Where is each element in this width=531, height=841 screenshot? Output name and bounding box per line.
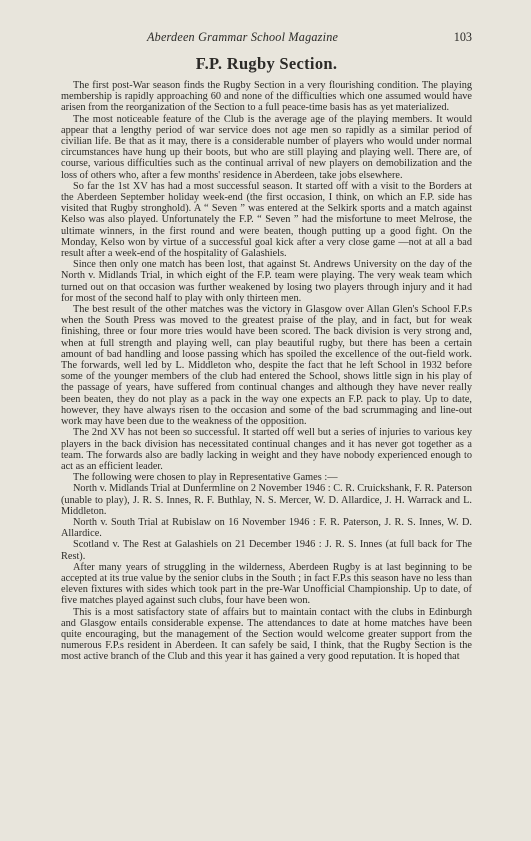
section-title: F.P. Rugby Section. — [195, 54, 338, 73]
article-body — [61, 80, 472, 663]
paragraph: Scotland v. The Rest at Galashiels on 21 December 1946 : J. R. S. Innes (at full back for The Rest). — [61, 539, 472, 562]
page-number: 103 — [453, 30, 472, 44]
paragraph: The first post-War season finds the Rugby Section in a very flourishing condition. The playing membership is rapidly approaching 60 and none of the difficulties which one assumed would have arisen from the reorganization of the Section to a full peace-time basis has as yet materialized. — [61, 80, 472, 114]
paragraph: The following were chosen to play in Representative Games :— — [73, 472, 338, 484]
paragraph: The best result of the other matches was the victory in Glasgow over Allan Glen's School F.P.s when the South Press was moved to the greatest praise of the play, and in fact, but for weak finishing, three or four more tries would have been scored. The back division is very strong and, when at full strength and playing well, can play beautiful rugby, but there has been a certain amount of bad handling and loose passing which has spoiled the excellence of the out-field work. The forwards, well led by L. Middleton who, despite the fact that he left School in 1932 before some of the younger members of the club had entered the School, shows little sign in his play of the passage of years, have suffered from continual changes and although they have never really been beaten, they do not play as a pack in the way one expects an F.P. pack to play. Up to date, however, they have always risen to the occasion and some of the bad scrummaging and line-out work may have been due to the weakness of the opposition. — [61, 304, 472, 428]
paragraph: This is a most satisfactory state of affairs but to maintain contact with the clubs in Edinburgh and Glasgow entails considerable expense. The attendances to date at home matches have been quite encouraging, but the management of the Section would welcome greater support from the numerous F.P.s resident in Aberdeen. It can safely be said, I think, that the Rugby Section is the most active branch of the Club and this year it has gained a very good reputation. It is hoped that — [61, 606, 472, 663]
paragraph: The 2nd XV has not been so successful. It started off well but a series of injuries to various key players in the back division has necessitated continual changes and it has never got together as a team. The forwards also are badly lacking in weight and they have nobody experienced enough to act as an efficient leader. — [61, 427, 472, 472]
paragraph: After many years of struggling in the wilderness, Aberdeen Rugby is at last beginning to be accepted at its true value by the senior clubs in the South ; in fact F.P.s this season have no less than eleven fixtures with sides which took part in the pre-War Unofficial Championship. Up to date, of five matches played against such clubs, four have been won. — [61, 561, 472, 607]
running-title: Aberdeen Grammar School Magazine — [147, 30, 339, 44]
paragraph: Since then only one match has been lost, that against St. Andrews University on the day of the North v. Midlands Trial, in which eight of the F.P. team were playing. The very weak team which turned out on that occasion was further weakened by losing two players through injury and it had for most of the second half to play with only thirteen men. — [61, 259, 472, 304]
paragraph: North v. Midlands Trial at Dunfermline on 2 November 1946 : C. R. Cruickshank, F. R. Paterson (unable to play), J. R. S. Innes, R. F. Buthlay, N. S. Mercer, W. D. Allardice, J. H. Warrack and L. Middleton. — [61, 483, 472, 517]
paragraph: So far the 1st XV has had a most successful season. It started off with a visit to the Borders at the Aberdeen September holiday week-end (the first occasion, I think, on which an F.P. side has visited that Rugby stronghold). A “ Seven ” was entered at the Selkirk sports and a match against Kelso was also played. Unfortunately the F.P. “ Seven ” had the misfortune to meet Melrose, the ultimate winners, in the first round and were beaten, though putting up a good fight. On the Monday, Kelso won by virtue of a successful goal kick after a very close game —not at all a bad result after a week-end of the hospitality of Galashiels. — [61, 180, 472, 260]
running-head — [61, 28, 472, 44]
paragraph: The most noticeable feature of the Club is the average age of the playing members. It would appear that a lengthy period of war service does not age men so rapidly as a similar period of civilian life. Be that as it may, there is a considerable number of players who would under normal circumstances have hung up their boots, but who are still playing and playing well. There are, of course, various difficulties such as the continual arrival of new players on demobilization and the loss of others who, after a few months' residence in Aberdeen, take jobs elsewhere. — [61, 113, 472, 181]
paragraph: North v. South Trial at Rubislaw on 16 November 1946 : F. R. Paterson, J. R. S. Innes, W. D. Allardice. — [61, 516, 472, 540]
